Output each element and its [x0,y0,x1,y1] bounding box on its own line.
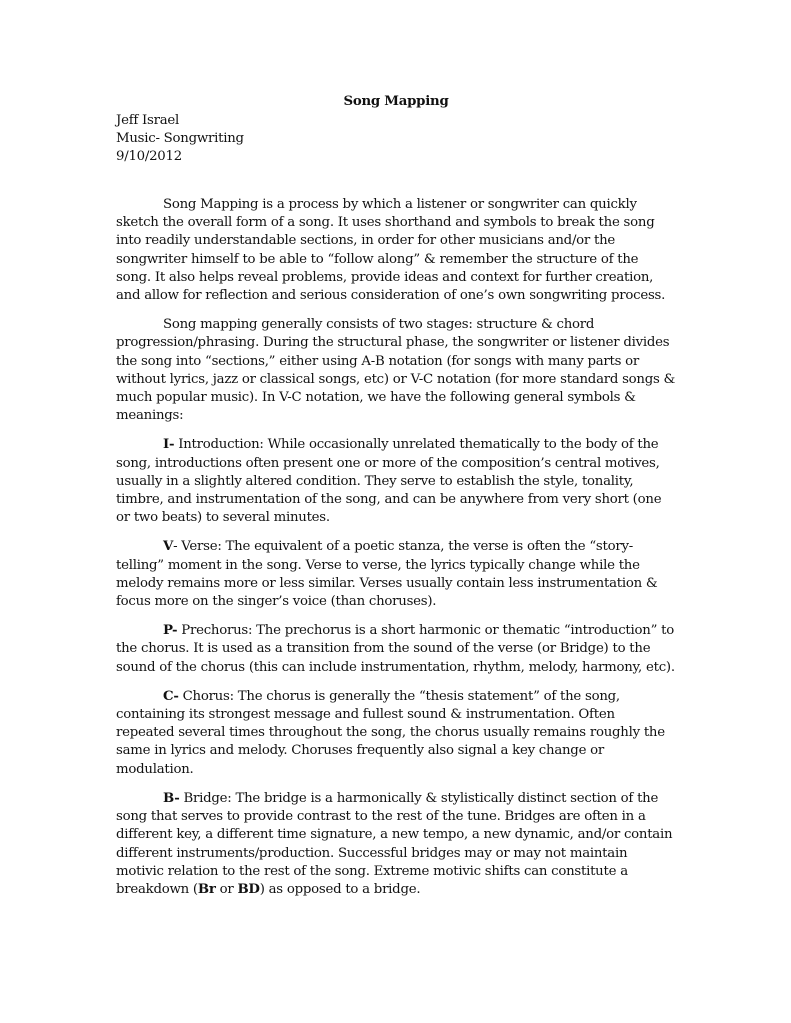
stages-paragraph: Song mapping generally consists of two stages: structure & chord progression/phrasing. During the structural phase, the songwriter or listener divides the song into “sections,” either using A-B notation (for songs with many parts or without lyrics, jazz or classical songs, etc) or V-C notation (for more standard songs & much popular music). In V-C notation, we have the following general symbols & meanings: [116,317,676,424]
section-symbol: I- [163,437,175,453]
section-verse [116,538,676,611]
course-name: Music- Songwriting [116,131,244,146]
section-symbol: V [163,539,174,555]
section-bridge [116,790,676,899]
section-introduction [116,436,676,527]
section-text-mid: or [215,881,238,897]
document-date: 9/10/2012 [116,149,182,164]
header-spacer [116,166,676,196]
section-text: Chorus: The chorus is generally the “thesis statement” of the song, containing its strongest message and fullest sound & instrumentation. Often repeated several times throughout the song, the chorus usually remains roughly the same in lyrics and melody. Choruses frequently also signal a key change or modulation. [116,688,665,777]
section-symbol: B- [163,790,180,806]
breakdown-abbr-bd: BD [237,881,260,897]
section-text: Prechorus: The prechorus is a short harmonic or thematic “introduction” to the chorus. It is used as a transition from the sound of the verse (or Bridge) to the sound of the chorus (this can include instrumentation, rhythm, melody, harmony, etc). [116,623,675,675]
section-chorus [116,688,676,779]
author-name: Jeff Israel [116,113,180,128]
breakdown-abbr-br: Br [197,881,216,897]
intro-paragraph: Song Mapping is a process by which a listener or songwriter can quickly sketch the overall form of a song. It uses shorthand and symbols to break the song into readily understandable sections, in order for other musicians and/or the songwriter himself to be able to “follow along” & remember the structure of the song. It also helps reveal problems, provide ideas and context for further creation, and allow for reflection and serious consideration of one’s own songwriting process. [116,197,666,304]
section-text-tail: ) as opposed to a bridge. [259,881,421,897]
section-symbol: C- [163,688,179,704]
section-symbol: P- [163,623,178,639]
section-text: Introduction: While occasionally unrelated thematically to the body of the song, introductions often present one or more of the composition’s central motives, usually in a slightly altered condition. They serve to establish the style, tonality, timbre, and instrumentation of the song, and can be anywhere from very short (one or two beats) to several minutes. [116,437,662,526]
document-title: Song Mapping [343,94,449,109]
document-page [116,92,676,910]
section-text: - Verse: The equivalent of a poetic stanza, the verse is often the “story-telling” moment in the song. Verse to verse, the lyrics typically change while the melody remains more or less similar. Verses usually contain less instrumentation & focus more on the singer’s voice (than choruses). [116,539,658,610]
section-text: Bridge: The bridge is a harmonically & stylistically distinct section of the song that serves to provide contrast to the rest of the tune. Bridges are often in a different key, a different time signature, a new tempo, a new dynamic, and/or contain different instruments/production. Successful bridges may or may not maintain motivic relation to the rest of the song. Extreme motivic shifts can constitute a breakdown ( [116,790,673,897]
section-prechorus [116,622,676,677]
